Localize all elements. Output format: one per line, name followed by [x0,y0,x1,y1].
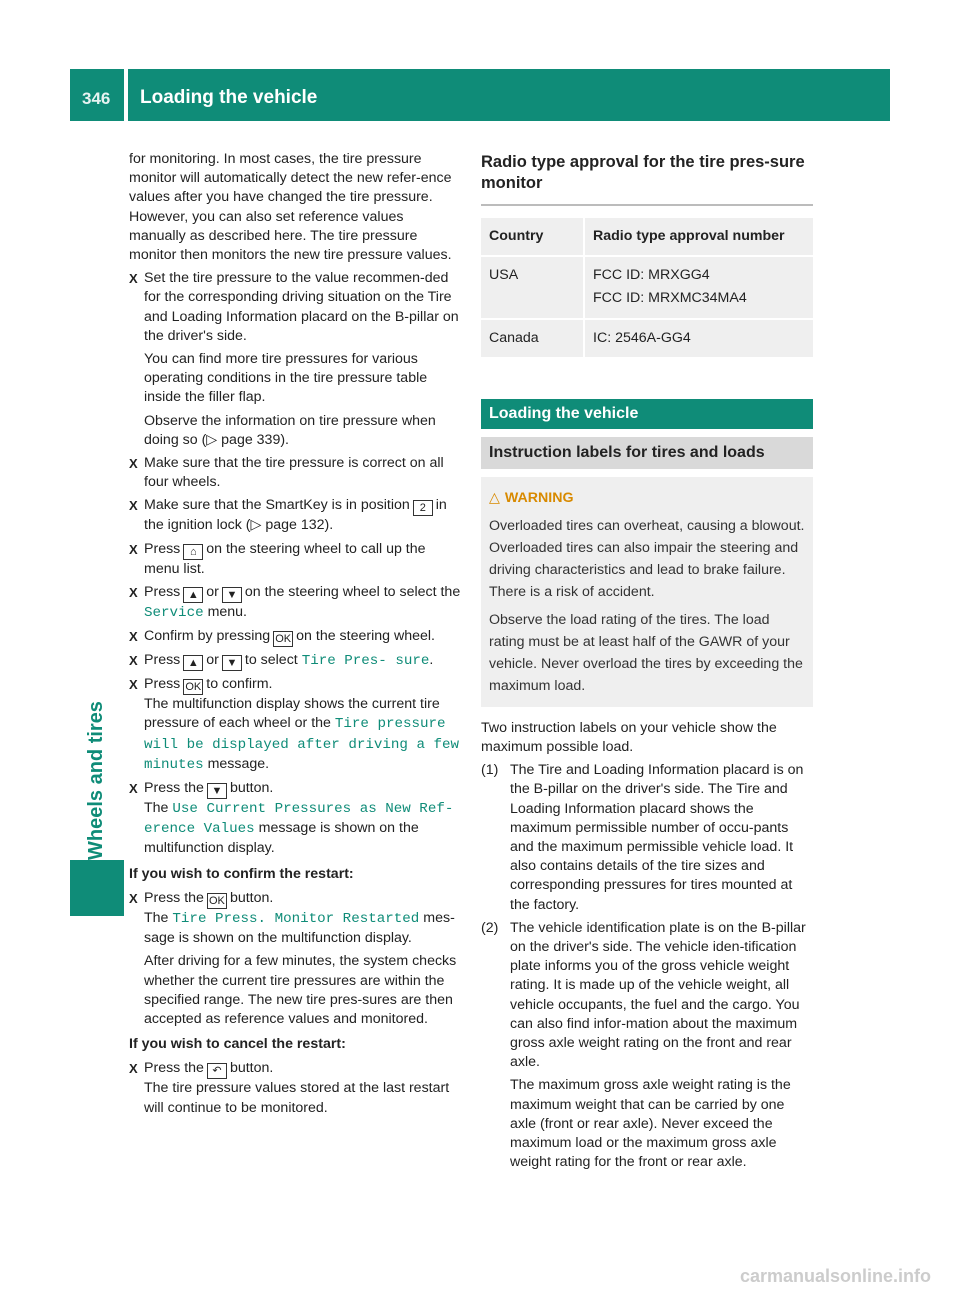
down-key-icon: ▼ [207,783,227,799]
right-column [481,152,813,1176]
table-cell: Canada [481,320,585,357]
page-number: 346 [82,89,111,108]
section-rule [481,204,813,206]
down-key-icon: ▼ [222,655,242,671]
down-key-icon: ▼ [222,587,242,603]
step-item: X Press the OK button. The Tire Press. Monitor Restarted mes-sage is shown on the multifunction display. [129,889,455,947]
step-item: X Press ▲ or ▼ to select Tire Pres‐ sure. [129,652,434,670]
step-arrow-icon: X [129,1061,138,1077]
section-heading-grey: Instruction labels for tires and loads [481,437,813,469]
table-row [481,320,813,357]
warning-text: Observe the load rating of the tires. The load rating must be at least half of the GAWR of your vehicle. Never overload the tires by exceeding the maximum load. [489,611,803,694]
step-item: X Press the ↶ button. The tire pressure values stored at the last restart will continue to be monitored. [129,1060,450,1116]
section-title: Radio type approval for the tire pres-sure monitor [481,153,805,192]
display-text: Tire Pres‐ sure [301,653,430,670]
step-item: X Make sure that the tire pressure is correct on all four wheels. [129,455,444,491]
page-title: Loading the vehicle [140,87,318,108]
display-text: Service [144,604,204,621]
step-note: After driving for a few minutes, the system checks whether the current tire pressures are within the specified range. The new tire pres-sures are then accepted as reference values and monitored. [144,953,457,1027]
list-note: The maximum gross axle weight rating is the maximum weight that can be carried by one axle (front or rear axle). Never exceed the maximum load or the maximum gross axle weight rating for the front or rear axle. [510,1077,791,1171]
home-key-icon: ⌂ [183,544,203,560]
step-item: X Make sure that the SmartKey is in position 2 in the ignition lock (▷ page 132). [129,497,447,534]
back-key-icon: ↶ [207,1063,227,1079]
table-header-row [481,218,813,255]
warning-heading: △ WARNING [489,489,574,506]
warning-box [481,477,813,707]
step-item: X Confirm by pressing OK on the steering wheel. [129,628,435,646]
left-column [129,150,461,1122]
step-arrow-icon: X [129,584,138,600]
intro-paragraph: Two instruction labels on your vehicle show the maximum possible load. [481,719,777,756]
step-item: X Set the tire pressure to the value recommen-ded for the corresponding driving situation on the Tire and Loading Information placard on the B-pillar on the driver's side. [129,270,459,344]
confirm-heading: If you wish to confirm the restart: [129,865,354,882]
step-item: X Press OK to confirm. The multifunction display shows the current tire pressure of each wheel or the Tire pressure will be displayed after driving a few minutes message. [129,676,460,773]
step-item: X Press ⌂ on the steering wheel to call up the menu list. [129,540,426,577]
radio-approval-table [481,216,813,359]
step-note: You can find more tire pressures for various operating conditions in the tire pressure table inside the filler flap. [144,351,428,406]
step-arrow-icon: X [129,541,138,557]
table-cell: FCC ID: MRXGG4 FCC ID: MRXMC34MA4 [585,257,813,317]
ok-key-icon: OK [273,631,293,647]
up-key-icon: ▲ [183,587,203,603]
warning-text: Overloaded tires can overheat, causing a blowout. Overloaded tires can also impair the steering and driving characteristics and lead to brake failure. There is a risk of accident. [489,517,805,600]
column-header: Country [481,218,585,255]
display-text: Use Current Pressures as New Ref‐ erence Values [144,801,454,838]
ok-key-icon: OK [183,679,203,695]
step-arrow-icon: X [129,890,138,906]
key-position-2: 2 [413,500,433,516]
step-arrow-icon: X [129,629,138,645]
step-arrow-icon: X [129,498,138,514]
side-tab-block [70,860,124,916]
header-divider [124,69,128,121]
page-header [70,69,890,121]
list-item: (1) The Tire and Loading Information placard is on the B-pillar on the driver's side. The Tire and Loading Information placard shows the maximum permissible number of occu-pants and the maximum permissible vehicle load. It also contains details of the tire sizes and corresponding pressures for tires mounted at the factory. [481,762,804,913]
step-note: Observe the information on tire pressure when doing so (▷ page 339). [144,412,436,448]
ok-key-icon: OK [207,893,227,909]
step-arrow-icon: X [129,456,138,472]
step-item: X Press the ▼ button. The Use Current Pressures as New Ref‐ erence Values message is shown on the multifunction display. [129,780,454,857]
display-text: Tire pressure will be displayed after driving a few minutes [144,716,460,773]
warning-triangle-icon: △ [489,489,500,506]
side-tab-label: Wheels and tires [85,701,107,860]
step-arrow-icon: X [129,781,138,797]
section-heading-green: Loading the vehicle [481,399,813,429]
step-item: X Press ▲ or ▼ on the steering wheel to select the Service menu. [129,583,461,621]
step-arrow-icon: X [129,653,138,669]
step-arrow-icon: X [129,271,138,287]
table-cell: IC: 2546A-GG4 [585,320,813,357]
watermark: carmanualsonline.info [740,1266,932,1286]
cancel-heading: If you wish to cancel the restart: [129,1036,346,1053]
up-key-icon: ▲ [183,655,203,671]
display-text: Tire Press. Monitor Restarted [172,910,420,927]
table-cell: USA [481,257,585,317]
table-row [481,257,813,317]
column-header: Radio type approval number [585,218,813,255]
intro-paragraph: for monitoring. In most cases, the tire pressure monitor will automatically detect the new refer-ence values after you have changed the tire pressure. However, you can also set reference values manually as described here. The tire pressure monitor then monitors the new tire pressure values. [129,151,452,264]
list-item: (2) The vehicle identification plate is on the B-pillar on the driver's side. The vehicle iden-tification plate informs you of the gross vehicle weight rating. It is made up of the vehicle weight, all vehicle occupants, the fuel and the cargo. You can also find infor-mation about the maximum gross axle weight rating on the front and rear axle. [481,919,806,1071]
step-arrow-icon: X [129,677,138,693]
